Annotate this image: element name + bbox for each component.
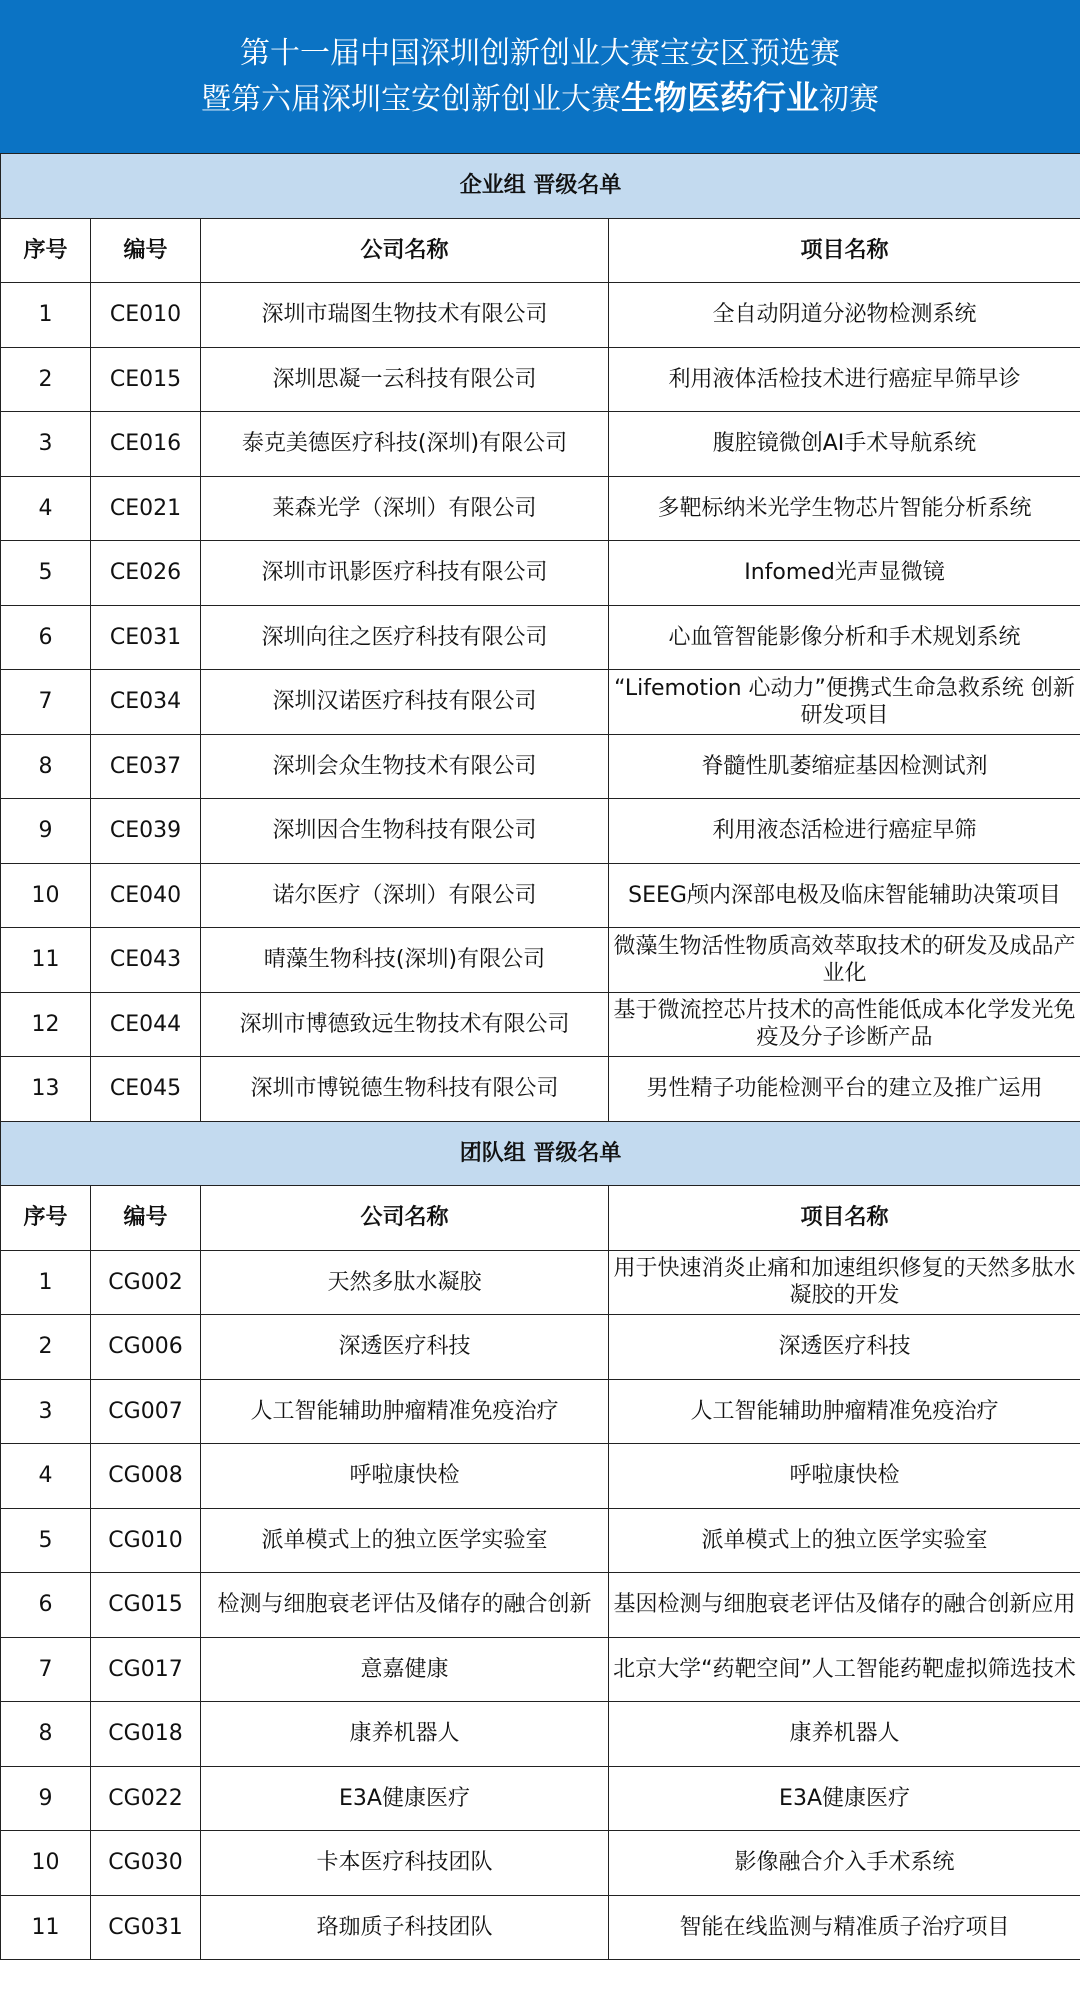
row-code: CG018 <box>91 1702 201 1767</box>
row-code: CG031 <box>91 1895 201 1960</box>
row-number: 1 <box>1 1250 91 1315</box>
row-company-name: 晴藻生物科技(深圳)有限公司 <box>201 928 609 993</box>
table-row <box>1 863 1080 928</box>
row-number: 9 <box>1 799 91 864</box>
row-company-name: 深圳汉诺医疗科技有限公司 <box>201 670 609 735</box>
row-project-name: 智能在线监测与精准质子治疗项目 <box>609 1895 1080 1960</box>
table-row <box>1 605 1080 670</box>
table-row <box>1 928 1080 993</box>
row-code: CG010 <box>91 1508 201 1573</box>
row-company-name: 莱森光学（深圳）有限公司 <box>201 476 609 541</box>
row-company-name: 检测与细胞衰老评估及储存的融合创新 <box>201 1573 609 1638</box>
table-row <box>1 1315 1080 1380</box>
column-header-company: 公司名称 <box>201 1186 609 1251</box>
header-title-line-1: 第十一届中国深圳创新创业大赛宝安区预选赛 <box>240 35 840 71</box>
row-company-name: 人工智能辅助肿瘤精准免疫治疗 <box>201 1379 609 1444</box>
row-company-name: 深透医疗科技 <box>201 1315 609 1380</box>
row-project-name: 利用液体活检技术进行癌症早筛早诊 <box>609 347 1080 412</box>
section-title: 企业组 晋级名单 <box>1 154 1080 219</box>
row-company-name: 深圳市博锐德生物科技有限公司 <box>201 1057 609 1122</box>
row-number: 12 <box>1 992 91 1057</box>
table-row <box>1 476 1080 541</box>
table-body <box>1 154 1080 1960</box>
row-project-name: 利用液态活检进行癌症早筛 <box>609 799 1080 864</box>
row-project-name: Infomed光声显微镜 <box>609 541 1080 606</box>
row-project-name: 基于微流控芯片技术的高性能低成本化学发光免疫及分子诊断产品 <box>609 992 1080 1057</box>
column-header-no: 序号 <box>1 1186 91 1251</box>
row-code: CE044 <box>91 992 201 1057</box>
table-row <box>1 1702 1080 1767</box>
row-number: 5 <box>1 541 91 606</box>
row-code: CG015 <box>91 1573 201 1638</box>
row-project-name: 人工智能辅助肿瘤精准免疫治疗 <box>609 1379 1080 1444</box>
row-code: CG002 <box>91 1250 201 1315</box>
section-title-row <box>1 1121 1080 1186</box>
row-project-name: 全自动阴道分泌物检测系统 <box>609 283 1080 348</box>
header-title-emphasis: 生物医药行业 <box>621 77 819 117</box>
row-company-name: 深圳市讯影医疗科技有限公司 <box>201 541 609 606</box>
table-row <box>1 1057 1080 1122</box>
table-row <box>1 1250 1080 1315</box>
row-company-name: 深圳会众生物技术有限公司 <box>201 734 609 799</box>
row-code: CG017 <box>91 1637 201 1702</box>
row-code: CG030 <box>91 1831 201 1896</box>
row-project-name: 派单模式上的独立医学实验室 <box>609 1508 1080 1573</box>
table-row <box>1 1895 1080 1960</box>
table-row <box>1 799 1080 864</box>
row-project-name: 微藻生物活性物质高效萃取技术的研发及成品产业化 <box>609 928 1080 993</box>
table-row <box>1 1831 1080 1896</box>
row-project-name: 用于快速消炎止痛和加速组织修复的天然多肽水凝胶的开发 <box>609 1250 1080 1315</box>
row-number: 8 <box>1 1702 91 1767</box>
header-title-prefix: 暨第六届深圳宝安创新创业大赛 <box>201 81 621 117</box>
row-code: CE045 <box>91 1057 201 1122</box>
column-header-company: 公司名称 <box>201 218 609 283</box>
row-number: 2 <box>1 347 91 412</box>
page-header <box>0 0 1080 153</box>
table-row <box>1 1573 1080 1638</box>
row-project-name: 深透医疗科技 <box>609 1315 1080 1380</box>
table-row <box>1 1766 1080 1831</box>
row-company-name: 康养机器人 <box>201 1702 609 1767</box>
row-number: 10 <box>1 863 91 928</box>
header-title-suffix: 初赛 <box>819 81 879 117</box>
row-project-name: 北京大学“药靶空间”人工智能药靶虚拟筛选技术 <box>609 1637 1080 1702</box>
section-title: 团队组 晋级名单 <box>1 1121 1080 1186</box>
row-code: CE040 <box>91 863 201 928</box>
row-company-name: 诺尔医疗（深圳）有限公司 <box>201 863 609 928</box>
row-number: 3 <box>1 412 91 477</box>
row-number: 5 <box>1 1508 91 1573</box>
row-company-name: 意嘉健康 <box>201 1637 609 1702</box>
column-header-project: 项目名称 <box>609 218 1080 283</box>
row-project-name: 多靶标纳米光学生物芯片智能分析系统 <box>609 476 1080 541</box>
row-number: 13 <box>1 1057 91 1122</box>
advancement-table <box>0 153 1080 1960</box>
row-number: 7 <box>1 1637 91 1702</box>
row-project-name: 基因检测与细胞衰老评估及储存的融合创新应用 <box>609 1573 1080 1638</box>
table-row <box>1 734 1080 799</box>
row-number: 7 <box>1 670 91 735</box>
row-number: 6 <box>1 1573 91 1638</box>
row-number: 11 <box>1 1895 91 1960</box>
table-row <box>1 670 1080 735</box>
row-project-name: E3A健康医疗 <box>609 1766 1080 1831</box>
row-code: CE016 <box>91 412 201 477</box>
row-company-name: 卡本医疗科技团队 <box>201 1831 609 1896</box>
row-number: 4 <box>1 476 91 541</box>
row-code: CG007 <box>91 1379 201 1444</box>
row-code: CE021 <box>91 476 201 541</box>
row-code: CE039 <box>91 799 201 864</box>
table-row <box>1 347 1080 412</box>
row-company-name: 天然多肽水凝胶 <box>201 1250 609 1315</box>
row-project-name: 呼啦康快检 <box>609 1444 1080 1509</box>
row-code: CG006 <box>91 1315 201 1380</box>
section-title-row <box>1 154 1080 219</box>
row-company-name: 深圳思凝一云科技有限公司 <box>201 347 609 412</box>
header-title-line-2 <box>201 76 879 122</box>
row-number: 4 <box>1 1444 91 1509</box>
row-code: CE034 <box>91 670 201 735</box>
table-row <box>1 1508 1080 1573</box>
row-company-name: 泰克美德医疗科技(深圳)有限公司 <box>201 412 609 477</box>
row-company-name: 深圳市瑞图生物技术有限公司 <box>201 283 609 348</box>
row-project-name: 腹腔镜微创AI手术导航系统 <box>609 412 1080 477</box>
row-project-name: “Lifemotion 心动力”便携式生命急救系统 创新研发项目 <box>609 670 1080 735</box>
column-header-project: 项目名称 <box>609 1186 1080 1251</box>
row-code: CG008 <box>91 1444 201 1509</box>
row-company-name: 派单模式上的独立医学实验室 <box>201 1508 609 1573</box>
row-number: 6 <box>1 605 91 670</box>
row-project-name: 影像融合介入手术系统 <box>609 1831 1080 1896</box>
row-number: 9 <box>1 1766 91 1831</box>
row-number: 8 <box>1 734 91 799</box>
column-header-code: 编号 <box>91 218 201 283</box>
row-company-name: E3A健康医疗 <box>201 1766 609 1831</box>
row-project-name: 心血管智能影像分析和手术规划系统 <box>609 605 1080 670</box>
row-company-name: 深圳市博德致远生物技术有限公司 <box>201 992 609 1057</box>
row-project-name: SEEG颅内深部电极及临床智能辅助决策项目 <box>609 863 1080 928</box>
table-row <box>1 1637 1080 1702</box>
row-code: CE031 <box>91 605 201 670</box>
row-code: CE015 <box>91 347 201 412</box>
table-row <box>1 412 1080 477</box>
row-company-name: 深圳向往之医疗科技有限公司 <box>201 605 609 670</box>
column-header-row <box>1 218 1080 283</box>
column-header-code: 编号 <box>91 1186 201 1251</box>
row-code: CE037 <box>91 734 201 799</box>
row-code: CG022 <box>91 1766 201 1831</box>
row-number: 3 <box>1 1379 91 1444</box>
table-row <box>1 283 1080 348</box>
row-company-name: 呼啦康快检 <box>201 1444 609 1509</box>
column-header-row <box>1 1186 1080 1251</box>
row-code: CE043 <box>91 928 201 993</box>
row-code: CE026 <box>91 541 201 606</box>
row-code: CE010 <box>91 283 201 348</box>
row-company-name: 珞珈质子科技团队 <box>201 1895 609 1960</box>
row-company-name: 深圳因合生物科技有限公司 <box>201 799 609 864</box>
table-row <box>1 1444 1080 1509</box>
row-number: 11 <box>1 928 91 993</box>
row-project-name: 男性精子功能检测平台的建立及推广运用 <box>609 1057 1080 1122</box>
row-number: 2 <box>1 1315 91 1380</box>
table-row <box>1 992 1080 1057</box>
row-number: 10 <box>1 1831 91 1896</box>
row-number: 1 <box>1 283 91 348</box>
column-header-no: 序号 <box>1 218 91 283</box>
row-project-name: 康养机器人 <box>609 1702 1080 1767</box>
table-row <box>1 541 1080 606</box>
row-project-name: 脊髓性肌萎缩症基因检测试剂 <box>609 734 1080 799</box>
table-row <box>1 1379 1080 1444</box>
